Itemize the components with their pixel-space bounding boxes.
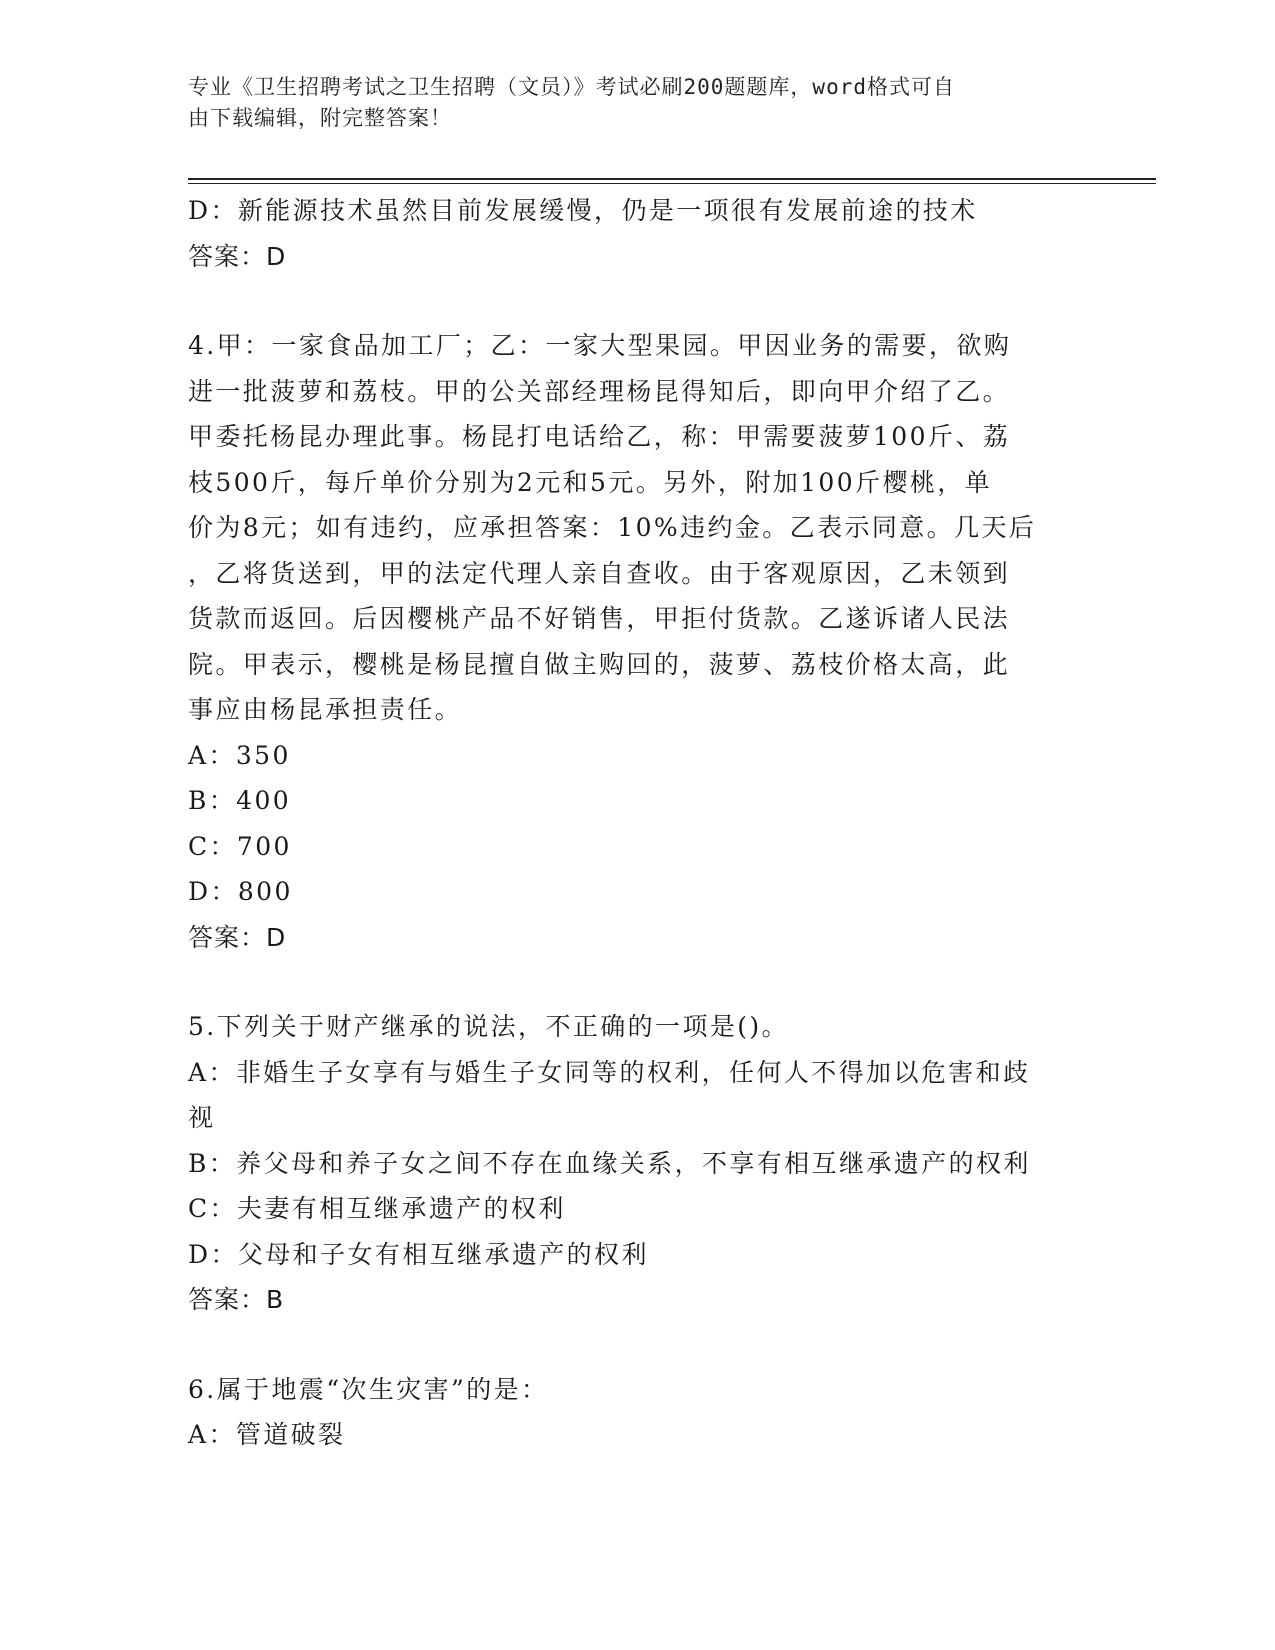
question-5: [188, 1004, 1078, 1323]
q6-option-a: A：管道破裂: [188, 1420, 346, 1449]
header-line-2: 由下载编辑，附完整答案！: [188, 106, 452, 130]
q3-answer: 答案：D: [188, 241, 287, 271]
q4-answer: 答案：D: [188, 922, 287, 952]
q4-stem-line: 价为8元；如有违约，应承担答案：10%违约金。乙表示同意。几天后: [188, 513, 1037, 542]
q5-answer: 答案：B: [188, 1285, 285, 1314]
q4-stem-line: 枝500斤，每斤单价分别为2元和5元。另外，附加100斤樱桃，单: [188, 467, 993, 497]
header-rule-thick: [188, 178, 1156, 180]
spacer: [188, 279, 1078, 323]
q4-stem-line: 货款而返回。后因樱桃产品不好销售，甲拒付货款。乙遂诉诸人民法: [188, 604, 1011, 633]
q4-stem-line: 进一批菠萝和荔枝。甲的公关部经理杨昆得知后，即向甲介绍了乙。: [188, 376, 1011, 406]
q3-option-d: D：新能源技术虽然目前发展缓慢，仍是一项很有发展前途的技术: [188, 196, 978, 225]
question-6: [188, 1367, 1078, 1458]
q5-option-b: B：养父母和养子女之间不存在血缘关系，不享有相互继承遗产的权利: [188, 1148, 1031, 1178]
q6-stem: 6.属于地震“次生灾害”的是：: [188, 1374, 549, 1404]
question-content: [188, 188, 1078, 1458]
q4-option-b: B：400: [188, 786, 292, 815]
q5-stem: 5.下列关于财产继承的说法，不正确的一项是()。: [188, 1012, 789, 1041]
question-4: [188, 323, 1078, 960]
q4-stem-line: 院。甲表示，樱桃是杨昆擅自做主购回的，菠萝、荔枝价格太高，此: [188, 649, 1011, 679]
q4-option-a: A：350: [188, 740, 291, 770]
q4-stem-line: ，乙将货送到，甲的法定代理人亲自查收。由于客观原因，乙未领到: [188, 558, 1011, 588]
q5-option-a-cont: 视: [188, 1103, 216, 1132]
question-3-tail: [188, 188, 1078, 279]
q4-option-d: D：800: [188, 877, 293, 906]
q5-option-c: C：夫妻有相互继承遗产的权利: [188, 1194, 566, 1223]
q4-stem-line: 4.甲：一家食品加工厂；乙：一家大型果园。甲因业务的需要，欲购: [188, 331, 1012, 360]
spacer: [188, 1323, 1078, 1367]
spacer: [188, 960, 1078, 1004]
header-rule-thin: [188, 183, 1156, 184]
q4-stem-line: 甲委托杨昆办理此事。杨昆打电话给乙，称：甲需要菠萝100斤、荔: [188, 422, 1011, 451]
q5-option-d: D：父母和子女有相互继承遗产的权利: [188, 1239, 649, 1269]
q4-option-c: C：700: [188, 831, 292, 861]
page-header: [188, 72, 1068, 134]
header-line-1: 专业《卫生招聘考试之卫生招聘（文员）》考试必刷200题题库，word格式可自: [188, 75, 955, 99]
q4-stem-line: 事应由杨昆承担责任。: [188, 695, 463, 724]
q5-option-a: A：非婚生子女享有与婚生子女同等的权利，任何人不得加以危害和歧: [188, 1057, 1031, 1087]
